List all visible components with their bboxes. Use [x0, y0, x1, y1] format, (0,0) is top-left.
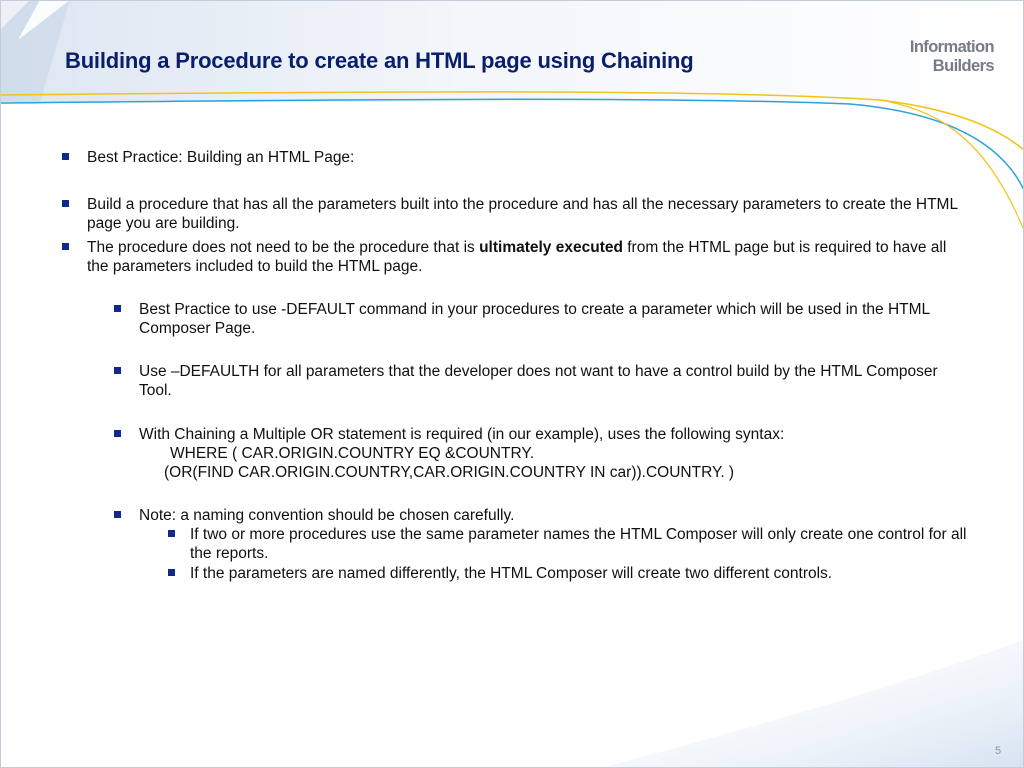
square-bullet-icon [114, 305, 121, 312]
bullet-text: Note: a naming convention should be chosen carefully. [139, 507, 515, 524]
code-line: (OR(FIND CAR.ORIGIN.COUNTRY,CAR.ORIGIN.COUNTRY IN car)).COUNTRY. ) [164, 464, 735, 481]
company-logo [880, 38, 994, 76]
sub-bullet-item [139, 300, 969, 338]
bullet-text: With Chaining a Multiple OR statement is required (in our example), uses the following syntax: [139, 426, 785, 443]
bullet-item [87, 148, 977, 167]
sub-sub-bullet-item [190, 525, 970, 563]
square-bullet-icon [114, 511, 121, 518]
bullet-text: Build a procedure that has all the parameters built into the procedure and has all the necessary parameters to create the HTML page you are building. [87, 196, 958, 232]
bullet-text: from the HTML page but is required to have all the parameters included to build the HTML page. [87, 239, 947, 275]
code-line: WHERE ( CAR.ORIGIN.COUNTRY EQ &COUNTRY. [170, 445, 535, 462]
bullet-text: Best Practice to use -DEFAULT command in your procedures to create a parameter which will be used in the HTML Composer Page. [139, 301, 930, 337]
logo-line-2: Builders [932, 57, 994, 75]
square-bullet-icon [168, 569, 175, 576]
emphasis-text: ultimately executed [479, 239, 623, 256]
sub-sub-bullet-item [190, 564, 980, 583]
square-bullet-icon [62, 243, 69, 250]
square-bullet-icon [62, 200, 69, 207]
bullet-text: The procedure does not need to be the procedure that is [87, 239, 480, 256]
bullet-item [87, 195, 972, 233]
bullet-text: If two or more procedures use the same parameter names the HTML Composer will only create one control for all the reports. [190, 526, 967, 562]
bullet-text: Use –DEFAULTH for all parameters that the developer does not want to have a control build by the HTML Composer Tool. [139, 363, 938, 399]
square-bullet-icon [114, 430, 121, 437]
swoosh-line [0, 99, 1024, 190]
slide-title: Building a Procedure to create an HTML page using Chaining [65, 48, 694, 73]
sub-bullet-item [139, 506, 979, 525]
bullet-text: If the parameters are named differently, the HTML Composer will create two different controls. [190, 565, 833, 582]
sub-bullet-item [139, 425, 979, 482]
bullet-text: Best Practice: Building an HTML Page: [87, 149, 355, 166]
bullet-item [87, 238, 957, 276]
logo-line-1: Information [909, 38, 994, 56]
square-bullet-icon [114, 367, 121, 374]
square-bullet-icon [62, 153, 69, 160]
sub-bullet-item [139, 362, 959, 400]
square-bullet-icon [168, 530, 175, 537]
page-number: 5 [995, 745, 1002, 757]
